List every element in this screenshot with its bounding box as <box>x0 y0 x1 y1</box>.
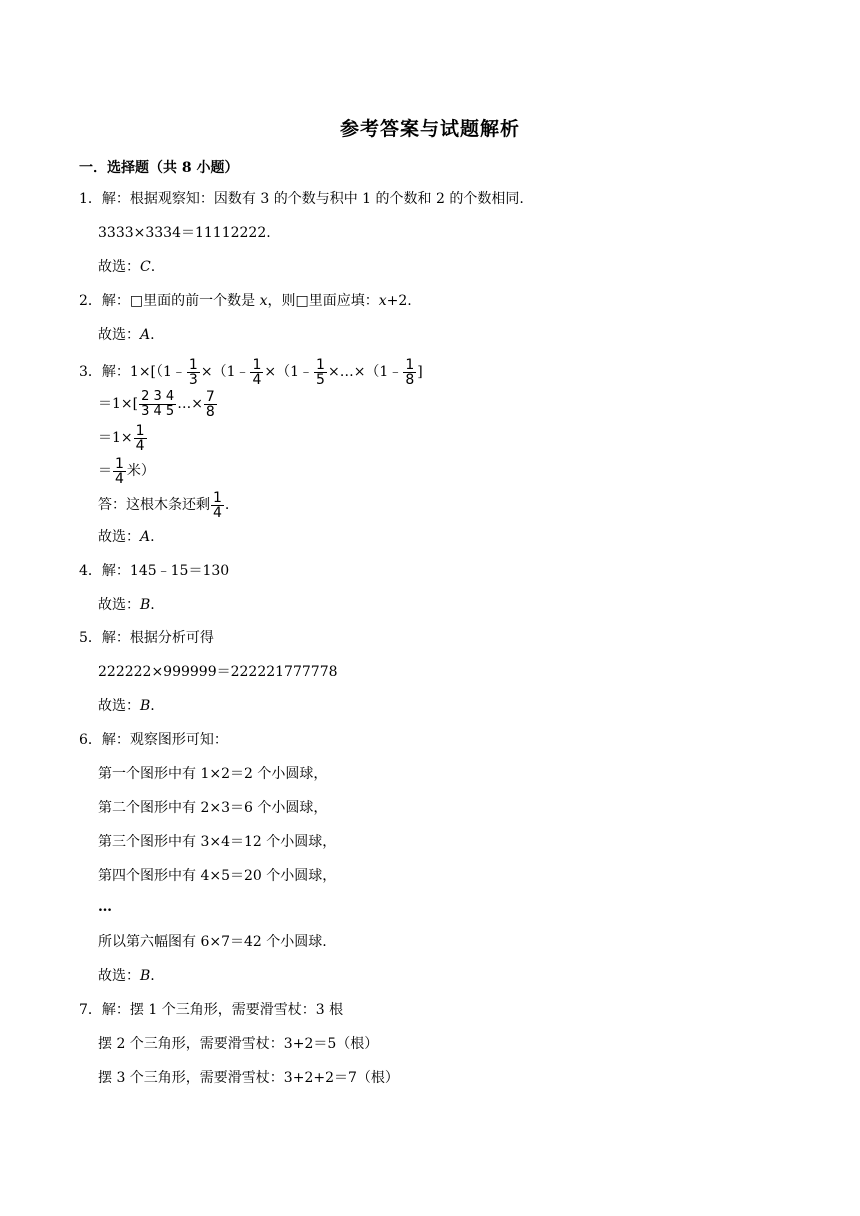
denominator: 8 <box>405 371 415 388</box>
answer-prefix: 故选： <box>98 968 140 984</box>
fraction <box>403 358 416 387</box>
denominator: 3 4 5 <box>141 403 175 419</box>
q3-answer <box>98 527 155 547</box>
answer-choice: C <box>140 259 151 275</box>
q2-variable: x <box>259 293 268 309</box>
q2-answer <box>98 325 155 345</box>
q5-calc-line: 222222×999999＝222221777778 <box>98 664 338 680</box>
q4-answer <box>98 595 155 615</box>
q3-step2 <box>98 388 218 420</box>
fraction <box>250 358 263 387</box>
q1-answer <box>98 257 155 277</box>
q7-line: 摆 2 个三角形，需要滑雪杖：3+2＝5（根） <box>98 1036 379 1052</box>
numerator: 2 3 4 <box>141 388 175 404</box>
numerator: 1 <box>188 356 198 373</box>
denominator: 8 <box>205 403 215 420</box>
q3-text: 答：这根木条还剩 <box>98 497 210 513</box>
q2-text-b: ，则□里面应填： <box>267 293 379 309</box>
q6-ellipsis: … <box>98 899 112 915</box>
fraction <box>204 390 217 419</box>
q6-line: 第二个图形中有 2×3＝6 个小圆球， <box>98 800 328 816</box>
q6-line: 第一个图形中有 1×2＝2 个小圆球， <box>98 766 328 782</box>
numerator: 1 <box>405 356 415 373</box>
answer-prefix: 故选： <box>98 327 140 343</box>
q3-step4 <box>98 455 155 487</box>
fraction <box>211 491 224 520</box>
q7-solution-line: 7．解：摆 1 个三角形，需要滑雪杖：3 根 <box>79 1002 344 1018</box>
numerator: 1 <box>115 455 124 472</box>
answer-choice: B <box>140 597 151 613</box>
q1-solution-line: 1．解：根据观察知：因数有 3 的个数与积中 1 的个数和 2 的个数相同. <box>79 191 524 207</box>
numerator: 7 <box>205 388 215 405</box>
answer-suffix: . <box>150 327 155 343</box>
q2-text-a: 2．解：□里面的前一个数是 <box>79 293 260 309</box>
numerator: 1 <box>213 489 222 506</box>
fraction <box>314 358 327 387</box>
q1-calc-line: 3333×3334＝11112222. <box>98 225 271 241</box>
q6-line: 第三个图形中有 3×4＝12 个小圆球， <box>98 834 337 850</box>
answer-prefix: 故选： <box>98 259 140 275</box>
denominator: 4 <box>213 504 222 521</box>
fraction <box>187 358 200 387</box>
answer-choice: A <box>140 529 151 545</box>
q3-text: ＝1×[ <box>98 396 139 412</box>
q3-text: ＝ <box>98 463 112 479</box>
q3-text: . <box>224 497 230 513</box>
fraction <box>113 457 126 486</box>
numerator: 1 <box>252 356 262 373</box>
answer-choice: B <box>140 968 151 984</box>
answer-suffix: . <box>150 259 156 275</box>
q7-line: 摆 3 个三角形，需要滑雪杖：3+2+2＝7（根） <box>98 1070 399 1086</box>
q3-solution-line <box>79 356 423 388</box>
answer-suffix: . <box>150 698 155 714</box>
q3-text: 3．解：1×[（1﹣ <box>79 364 186 380</box>
page-title: 参考答案与试题解析 <box>339 118 520 140</box>
q3-step3 <box>98 422 148 454</box>
q2-text-c: +2. <box>386 293 412 309</box>
q6-solution-line: 6．解：观察图形可知： <box>79 732 228 748</box>
fraction <box>134 424 147 453</box>
answer-suffix: . <box>150 529 155 545</box>
q3-text: ×（1﹣ <box>200 364 250 380</box>
q3-text: 米） <box>126 463 155 479</box>
denominator: 4 <box>115 470 124 487</box>
numerator: 1 <box>316 356 325 373</box>
q3-text: ] <box>417 364 423 380</box>
denominator: 3 <box>188 371 198 388</box>
q3-text: ×…×（1﹣ <box>327 364 403 380</box>
denominator: 5 <box>316 371 325 388</box>
answer-choice: A <box>140 327 151 343</box>
answer-choice: B <box>140 698 151 714</box>
q6-line: 所以第六幅图有 6×7＝42 个小圆球. <box>98 934 327 950</box>
q6-line: 第四个图形中有 4×5＝20 个小圆球， <box>98 868 337 884</box>
q3-text: ＝1× <box>98 430 133 446</box>
q3-text: …× <box>177 396 203 412</box>
answer-suffix: . <box>150 968 155 984</box>
q2-variable: x <box>378 293 387 309</box>
q3-text: ×（1﹣ <box>264 364 314 380</box>
fraction-sequence <box>139 390 176 419</box>
q6-answer <box>98 966 155 986</box>
answer-prefix: 故选： <box>98 597 140 613</box>
answer-suffix: . <box>150 597 155 613</box>
answer-prefix: 故选： <box>98 698 140 714</box>
q5-solution-line: 5．解：根据分析可得 <box>79 630 214 646</box>
q3-conclusion <box>98 489 229 521</box>
denominator: 4 <box>135 437 145 454</box>
section-heading: 一．选择题（共 8 小题） <box>79 160 239 176</box>
q2-solution-line <box>79 291 412 311</box>
denominator: 4 <box>252 371 262 388</box>
answer-prefix: 故选： <box>98 529 140 545</box>
q5-answer <box>98 696 155 716</box>
numerator: 1 <box>135 422 145 439</box>
q4-solution-line: 4．解：145﹣15＝130 <box>79 563 230 579</box>
